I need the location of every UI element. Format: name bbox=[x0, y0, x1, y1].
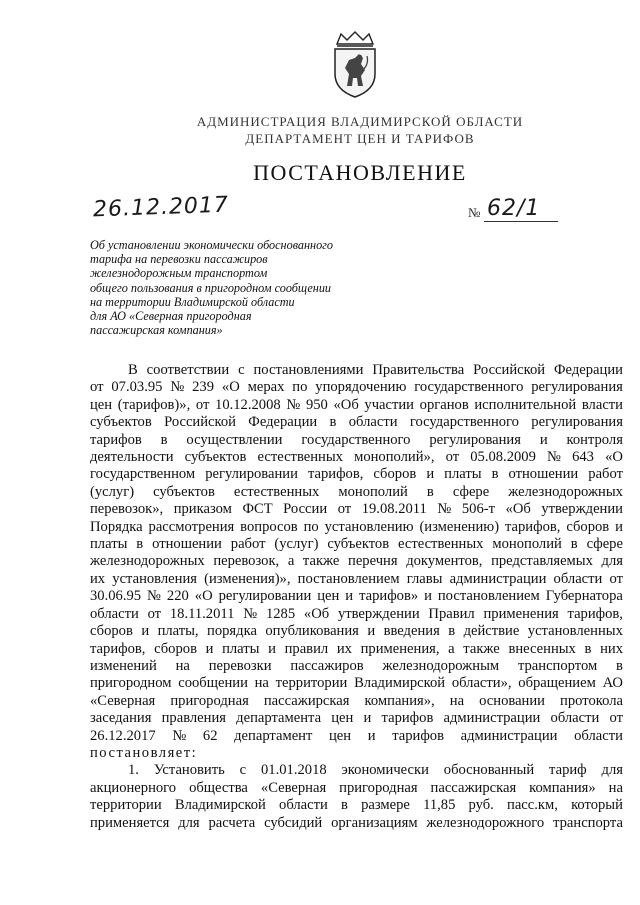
text-line: 26.12.2017 № 62 департамент цен и тарифов администрации области bbox=[90, 727, 623, 744]
agency-name: АДМИНИСТРАЦИЯ ВЛАДИМИРСКОЙ ОБЛАСТИ bbox=[196, 114, 524, 129]
text-line: платы в отношении работ (услуг) субъектов естественных монополий в сфере bbox=[90, 536, 623, 553]
text-line: тарифов в осуществлении государственного регулирования и контроля bbox=[90, 431, 623, 448]
resolves-line: постановляет: bbox=[90, 744, 198, 761]
text-line: (услуг) субъектов естественных монополий в сфере железнодорожных bbox=[90, 483, 623, 500]
text-line: акционерного общества «Северная пригородная пассажирская компания» на bbox=[90, 779, 623, 796]
text-line: изменений на перевозки пассажиров железнодорожным транспортом в bbox=[90, 657, 623, 674]
text-line: тарифов, сборов и платы и правил их применения, а также внесенных в них bbox=[90, 640, 623, 657]
number-underline bbox=[484, 221, 558, 222]
text-line: их установления (изменения)», постановлением главы администрации области от bbox=[90, 570, 623, 587]
text-line: железнодорожных перевозок, а также перечня документов, представляемых для bbox=[90, 553, 623, 570]
text-line: Порядка рассмотрения вопросов по установлению (изменению) тарифов, сборов и bbox=[90, 518, 623, 535]
subject-line: для АО «Северная пригородная bbox=[90, 309, 252, 324]
preamble-paragraph bbox=[90, 362, 623, 745]
text-line: от 07.03.95 № 239 «О мерах по упорядочению государственного регулирования bbox=[90, 379, 623, 396]
document-date: 26.12.2017 bbox=[92, 192, 230, 223]
text-line: 30.06.95 № 220 «О регулировании цен и тарифов» и постановлением Губернатора bbox=[90, 588, 623, 605]
text-line: «Северная пригородная пассажирская компания», на основании протокола bbox=[90, 692, 623, 709]
subject-line: тарифа на перевозки пассажиров bbox=[90, 252, 268, 267]
subject-line: железнодорожным транспортом bbox=[90, 266, 268, 281]
subject-line: на территории Владимирской области bbox=[90, 294, 295, 309]
department-name: ДЕПАРТАМЕНТ ЦЕН И ТАРИФОВ bbox=[245, 131, 475, 146]
text-line: В соответствии с постановлениями Правительства Российской Федерации bbox=[128, 362, 623, 378]
text-line: субъектов Российской Федерации в области государственного регулирования bbox=[90, 414, 623, 431]
text-line: деятельности субъектов естественных монополий», от 05.08.2009 № 643 «О bbox=[90, 449, 623, 466]
subject-line: пассажирская компания» bbox=[90, 323, 223, 338]
text-line: территории Владимирской области в размере 11,85 руб. пасс.км, который bbox=[90, 797, 623, 814]
text-line: государственном регулировании тарифов, сборов и платы в отношении работ bbox=[90, 466, 623, 483]
document-subject bbox=[90, 238, 390, 337]
text-line: перевозок», приказом ФСТ России от 19.08.2011 № 506-т «Об утверждении bbox=[90, 501, 623, 518]
coat-of-arms-icon bbox=[327, 30, 383, 100]
document-body bbox=[90, 362, 623, 832]
text-line: заседания правления департамента цен и тарифов администрации области от bbox=[90, 710, 623, 727]
text-line: пригородном сообщении на территории Владимирской области», обращением АО bbox=[90, 675, 623, 692]
text-line: сборов и платы, порядка опубликования и введения в действие установленных bbox=[90, 623, 623, 640]
number-label: № bbox=[468, 205, 481, 220]
subject-line: Об установлении экономически обоснованного bbox=[90, 238, 334, 252]
text-line: цен (тарифов)», от 10.12.2008 № 950 «Об участии органов исполнительной власти bbox=[90, 396, 623, 413]
document-number: 62/1 bbox=[487, 196, 541, 221]
text-line: области от 18.11.2011 № 1285 «Об утверждении Правил применения тарифов, bbox=[90, 605, 623, 622]
text-line: 1. Установить с 01.01.2018 экономически обоснованный тариф для bbox=[128, 762, 623, 779]
document-type-title: ПОСТАНОВЛЕНИЕ bbox=[253, 160, 467, 185]
subject-line: общего пользования в пригородном сообщении bbox=[90, 280, 332, 295]
text-line: применяется для расчета субсидий организациям железнодорожного транспорта bbox=[90, 814, 623, 831]
item-1-paragraph bbox=[90, 762, 623, 832]
